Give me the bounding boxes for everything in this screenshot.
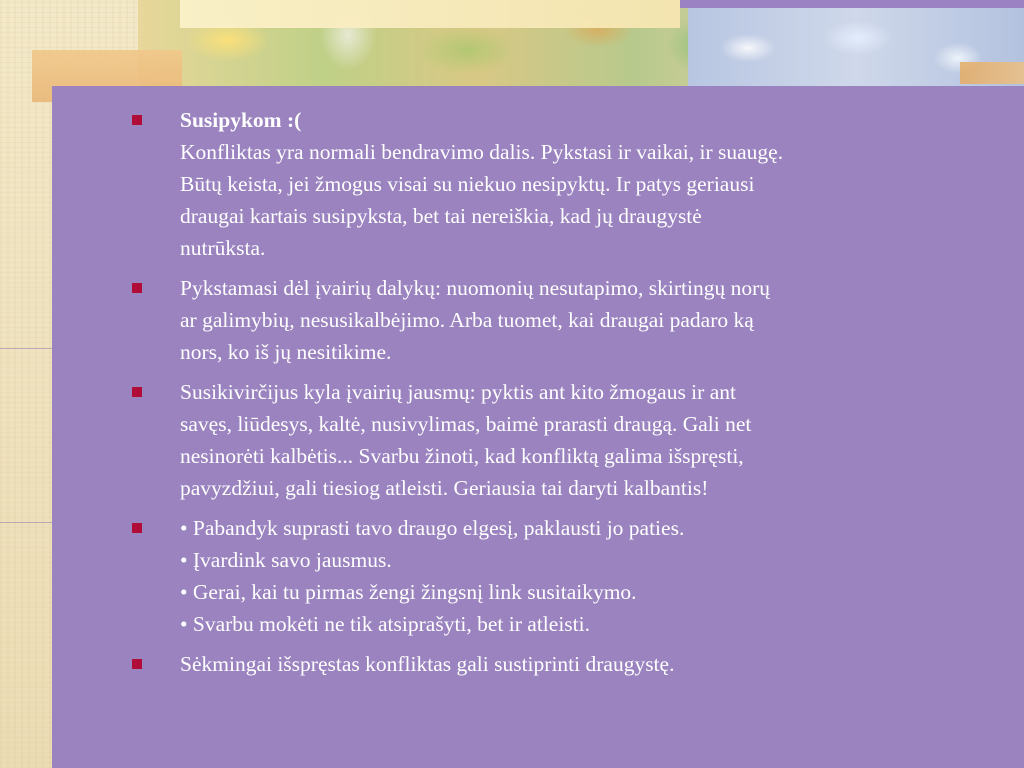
paper-divider-line xyxy=(0,522,52,523)
bullet-text-line: nesinorėti kalbėtis... Svarbu žinoti, kad konfliktą galima išspręsti, xyxy=(180,444,744,468)
bullet-text-line: • Pabandyk suprasti tavo draugo elgesį, paklausti jo paties. xyxy=(180,516,685,540)
bullet-text-line: nors, ko iš jų nesitikime. xyxy=(180,340,392,364)
bullet-item xyxy=(130,104,990,264)
paper-divider-line xyxy=(0,348,52,349)
bullet-text-line: pavyzdžiui, gali tiesiog atleisti. Geriausia tai daryti kalbantis! xyxy=(180,476,709,500)
cream-banner-block xyxy=(180,0,680,28)
bullet-text-line: Sėkmingai išspręstas konfliktas gali sustiprinti draugystę. xyxy=(180,652,675,676)
bullet-text-line: ar galimybių, nesusikalbėjimo. Arba tuomet, kai draugai padaro ką xyxy=(180,308,754,332)
bullet-text-line: • Svarbu mokėti ne tik atsiprašyti, bet ir atleisti. xyxy=(180,612,590,636)
bullet-item xyxy=(130,272,990,368)
square-bullet-icon xyxy=(132,659,142,669)
bullet-text-line: draugai kartais susipyksta, bet tai nereiškia, kad jų draugystė xyxy=(180,204,702,228)
bullet-item xyxy=(130,512,990,640)
square-bullet-icon xyxy=(132,115,142,125)
bullet-heading: Susipykom :( xyxy=(180,108,302,132)
square-bullet-icon xyxy=(132,387,142,397)
bullet-item xyxy=(130,376,990,504)
bullet-text-line: Būtų keista, jei žmogus visai su niekuo nesipyktų. Ir patys geriausi xyxy=(180,172,755,196)
purple-banner-strip xyxy=(680,0,1024,8)
square-bullet-icon xyxy=(132,283,142,293)
bullet-text-line: • Gerai, kai tu pirmas žengi žingsnį link susitaikymo. xyxy=(180,580,637,604)
bullet-text-line: nutrūksta. xyxy=(180,236,266,260)
bullet-text-line: Pykstamasi dėl įvairių dalykų: nuomonių nesutapimo, skirtingų norų xyxy=(180,276,771,300)
bullet-text-line: Susikivirčijus kyla įvairių jausmų: pyktis ant kito žmogaus ir ant xyxy=(180,380,736,404)
bullet-item xyxy=(130,648,990,680)
bullet-text-line: • Įvardink savo jausmus. xyxy=(180,548,392,572)
bullet-text-line: Konfliktas yra normali bendravimo dalis. Pykstasi ir vaikai, ir suaugę. xyxy=(180,140,784,164)
orange-accent-block xyxy=(960,62,1024,84)
square-bullet-icon xyxy=(132,523,142,533)
bullet-list xyxy=(130,104,990,688)
bullet-text-line: savęs, liūdesys, kaltė, nusivylimas, baimė prarasti draugą. Gali net xyxy=(180,412,752,436)
